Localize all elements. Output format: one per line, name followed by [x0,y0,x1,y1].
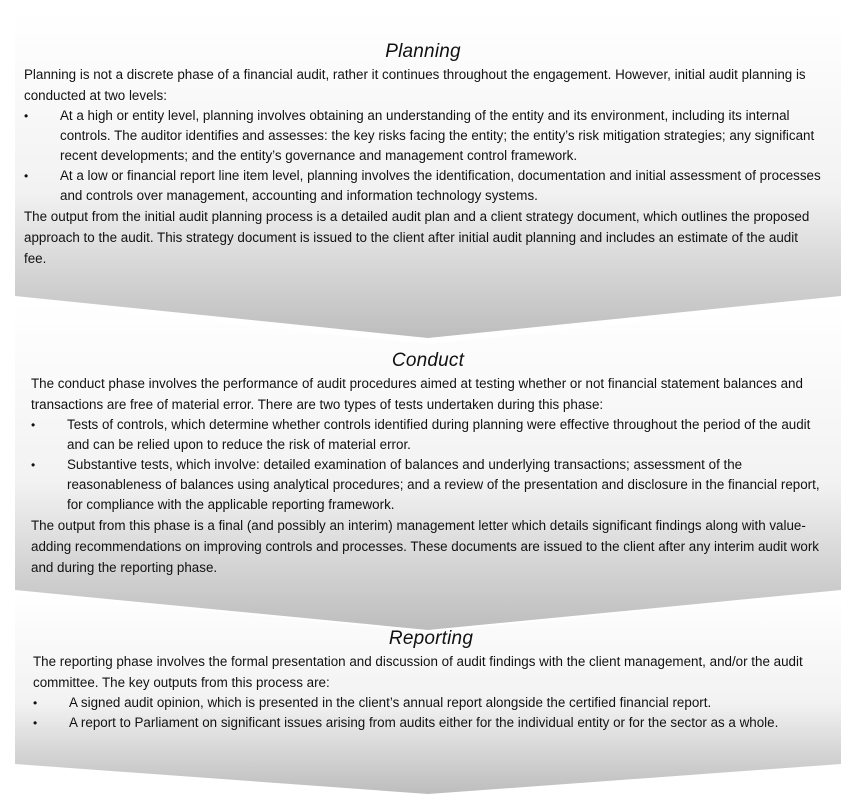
conduct-title: Conduct [391,350,465,371]
conduct-bullet-item: • Tests of controls, which determine whether controls identified during planning were effective throughout the period of the audit and can be relied upon to reduce the risk of material error. [31,417,811,452]
conduct-intro: The conduct phase involves the performance of audit procedures aimed at testing whether or not financial statement balances and transactions are free of material error. There are two types of tests undertaken during this phase: [31,376,803,412]
reporting-title: Reporting [388,628,474,649]
planning-intro: Planning is not a discrete phase of a financial audit, rather it continues throughout the engagement. However, initial audit planning is conducted at two levels: [24,67,806,103]
bullet-icon: • [31,418,36,432]
conduct-output: The output from this phase is a final (and possibly an interim) management letter which details significant findings along with value-adding recommendations on improving controls and processes. These documents are issued to the client after any interim audit work and during the reporting phase. [31,518,819,575]
planning-output: The output from the initial audit planning process is a detailed audit plan and a client strategy document, which outlines the proposed approach to the audit. This strategy document is issued to the client after initial audit planning and includes an estimate of the audit fee. [24,209,810,266]
reporting-bullet-item: • A signed audit opinion, which is presented in the client’s annual report alongside the certified financial report. [33,693,829,713]
reporting-phase [33,627,829,733]
planning-bullet-item: • At a low or financial report line item level, planning involves the identification, documentation and initial assessment of processes and controls over management, accounting and information technology systems. [24,168,821,203]
planning-phase [24,40,822,269]
planning-title: Planning [385,41,461,62]
bullet-icon: • [33,696,38,710]
conduct-bullet-item: • Substantive tests, which involve: detailed examination of balances and underlying transactions; assessment of the reasonableness of balances using analytical procedures; and a review of the presentation and disclosure in the financial report, for compliance with the applicable reporting framework. [31,457,820,512]
bullet-icon: • [24,109,29,123]
bullet-icon: • [33,716,38,730]
bullet-icon: • [24,169,29,183]
reporting-bullet-item: • A report to Parliament on significant issues arising from audits either for the individual entity or for the sector as a whole. [33,713,829,733]
reporting-intro: The reporting phase involves the formal presentation and discussion of audit findings with the client management, and/or the audit committee. The key outputs from this process are: [33,654,803,690]
bullet-icon: • [31,458,36,472]
planning-bullet-item: • At a high or entity level, planning involves obtaining an understanding of the entity and its environment, including its internal controls. The auditor identifies and assesses: the key risks facing the entity; the entity’s risk mitigation strategies; any significant recent developments; and the entity’s governance and management control framework. [24,108,815,163]
conduct-phase [31,349,825,578]
reporting-bullet-list [33,693,829,733]
conduct-bullet-list [31,415,825,515]
planning-bullet-list [24,106,822,206]
